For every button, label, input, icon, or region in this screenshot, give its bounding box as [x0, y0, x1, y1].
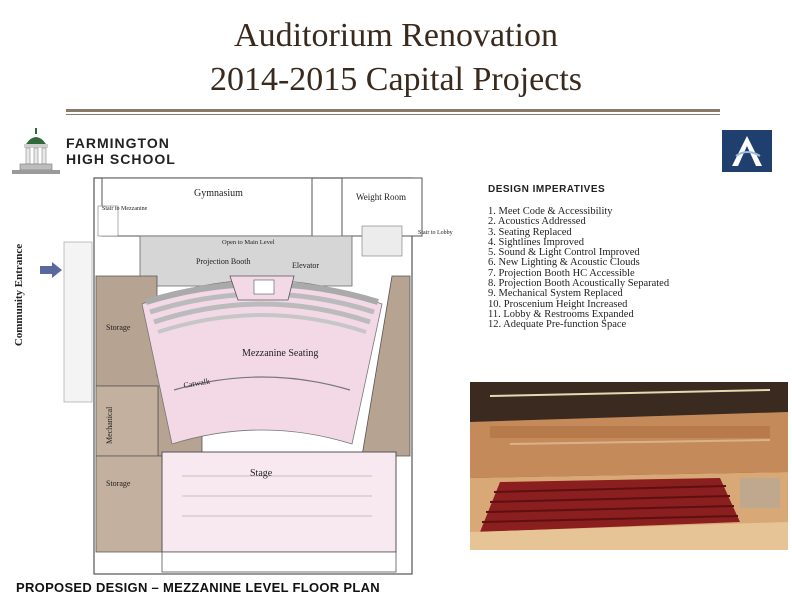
label-open-main: Open to Main Level	[222, 239, 275, 246]
imperative-item: 6. New Lighting & Acoustic Clouds	[488, 257, 640, 269]
label-weight-room: Weight Room	[356, 192, 407, 202]
label-storage-upper: Storage	[106, 323, 131, 332]
label-elevator: Elevator	[292, 261, 320, 270]
imperatives-heading: DESIGN IMPERATIVES	[488, 184, 606, 195]
school-name	[66, 135, 176, 167]
imperative-item: 3. Seating Replaced	[488, 226, 572, 238]
imperative-item: 4. Sightlines Improved	[488, 236, 584, 248]
imperative-item: 10. Proscenium Height Increased	[488, 298, 628, 310]
imperative-item: 5. Sound & Light Control Improved	[488, 247, 640, 259]
imperative-item: 12. Adequate Pre-function Space	[488, 319, 627, 331]
school-name-line2: HIGH SCHOOL	[66, 151, 176, 167]
imperative-item: 8. Projection Booth Acoustically Separated	[488, 278, 670, 290]
label-mezzanine-seating: Mezzanine Seating	[242, 348, 319, 359]
label-mechanical: Mechanical	[105, 406, 114, 444]
label-stage: Stage	[250, 468, 273, 479]
svg-text:Community Entrance: Community Entrance	[13, 243, 25, 347]
imperative-item: 1. Meet Code & Accessibility	[488, 206, 613, 217]
floor-plan	[62, 176, 460, 576]
imperative-item: 9. Mechanical System Replaced	[488, 288, 623, 300]
title-divider-thin	[66, 114, 720, 115]
slide-title-line1: Auditorium Renovation	[234, 17, 558, 54]
label-storage-lower: Storage	[106, 479, 131, 488]
label-stair-mezzanine: Stair to Mezzanine	[102, 206, 148, 212]
label-catwalk: Catwalk	[182, 376, 211, 390]
label-projection-booth: Projection Booth	[196, 257, 251, 266]
cupola-logo-icon	[8, 126, 64, 176]
title-divider-thick	[66, 109, 720, 112]
community-entrance-label	[8, 240, 36, 350]
auditorium-rendering-image	[470, 382, 788, 550]
slide-title-line2: 2014-2015 Capital Projects	[209, 61, 583, 98]
floor-plan-caption: PROPOSED DESIGN – MEZZANINE LEVEL FLOOR PLAN	[16, 580, 380, 595]
school-name-line1: FARMINGTON	[66, 135, 170, 151]
imperatives-list	[488, 207, 669, 331]
label-gymnasium: Gymnasium	[194, 188, 243, 199]
imperative-item: 2. Acoustics Addressed	[488, 216, 586, 228]
district-logo-icon	[722, 130, 772, 172]
entrance-arrow-icon	[40, 262, 62, 278]
imperative-item: 7. Projection Booth HC Accessible	[488, 267, 635, 279]
label-stair-lobby: Stair to Lobby	[418, 230, 453, 236]
imperative-item: 11. Lobby & Restrooms Expanded	[488, 308, 634, 320]
